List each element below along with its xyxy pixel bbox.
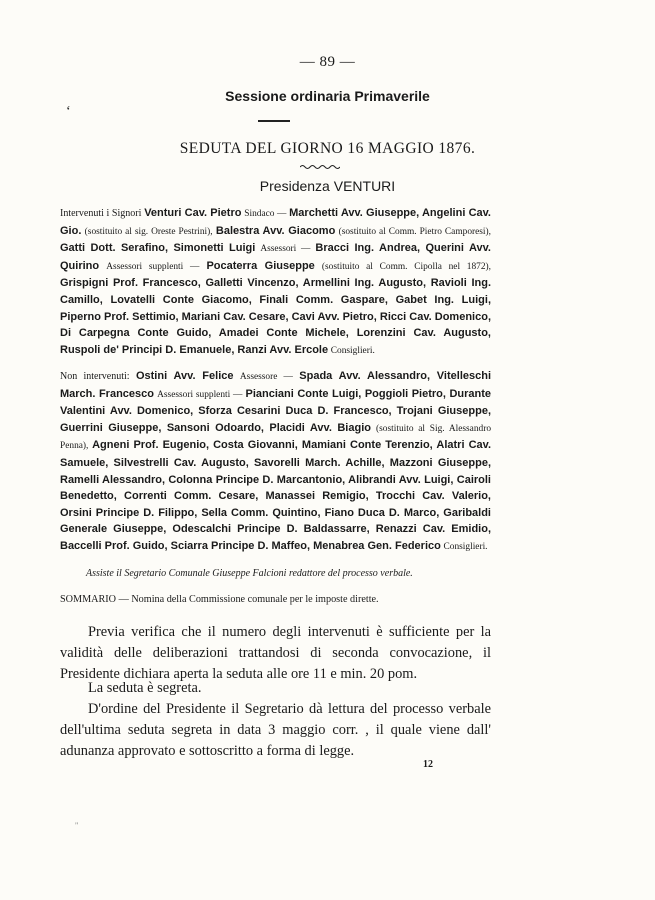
non-intervenuti-role-assessore: Assessore — [239, 372, 293, 382]
sommario-line: SOMMARIO — Nomina della Commissione comunale per le imposte dirette. [60, 594, 379, 605]
intervenuti-role-consiglieri: Consiglieri. [330, 345, 375, 356]
intervenuti-note-1: (sostituito al sig. Oreste Pestrini), [84, 226, 213, 237]
intervenuti-names-4: Bracci Ing. Andrea, Querini Avv. Quirino [60, 242, 491, 272]
presidenza-heading: Presidenza VENTURI [259, 178, 396, 194]
assiste-line: Assiste il Segretario Comunale Giuseppe Falcioni redattore del processo verbale. [86, 568, 413, 579]
intervenuti-role-supplenti: Assessori supplenti — [106, 261, 200, 272]
stray-mark: ʻ [66, 104, 71, 119]
body-paragraph-2: La seduta è segreta. [88, 680, 202, 696]
non-intervenuti-name-assessore: Ostini Avv. Felice [135, 370, 234, 382]
intervenuti-names-2: Balestra Avv. Giacomo [215, 224, 336, 237]
intervenuti-role-assessori: Assessori — [260, 244, 311, 255]
intervenuti-note-3: (sostituito al Comm. Cipolla nel 1872), [321, 261, 492, 272]
non-intervenuti-names-2: Pianciani Conte Luigi, Poggioli Pietro, Durante Valentini Avv. Domenico, Sforza Cesarini Duca D. Francesco, Trojani Giuseppe, Guerrini Giuseppe, Sansoni Odoardo, Placidi Avv. Biagio [60, 387, 492, 434]
intervenuti-name-sindaco: Venturi Cav. Pietro [144, 207, 242, 219]
intervenuti-names-3: Gatti Dott. Serafino, Simonetti Luigi [60, 242, 256, 255]
wavy-ornament [300, 164, 340, 170]
session-title: Sessione ordinaria Primaverile [225, 88, 430, 104]
page-number: — 89 — [299, 54, 356, 70]
body-paragraph-1: Previa verifica che il numero degli intervenuti è sufficiente per la validità delle deliberazioni trattandosi di seconda convocazione, il Presidente dichiara aperta la seduta alle ore 11 e min. 20 pom. [60, 624, 491, 682]
intervenuti-paragraph [60, 205, 491, 359]
intervenuti-label: Intervenuti i Signori [60, 208, 142, 219]
non-intervenuti-names-1: Spada Avv. Alessandro, Vitelleschi March. Francesco [60, 370, 492, 400]
margin-mark: " [75, 821, 79, 830]
intervenuti-names-6: Grispigni Prof. Francesco, Galletti Vincenzo, Armellini Ing. Augusto, Ravioli Ing. Camillo, Lovatelli Conte Giacomo, Finali Comm. Gaspare, Gabet Ing. Luigi, Piperno Prof. Settimio, Mariani Cav. Cesare, Cavi Avv. Pietro, Ricci Cav. Domenico, Di Carpegna Conte Guido, Amadei Conte Michele, Lorenzini Cav. Augusto, Ruspoli de' Principi D. Emanuele, Ranzi Avv. Ercole [60, 277, 491, 356]
seduta-title: SEDUTA DEL GIORNO 16 MAGGIO 1876. [179, 140, 476, 157]
intervenuti-role-sindaco: Sindaco — [244, 209, 287, 219]
non-intervenuti-names-3: Agneni Prof. Eugenio, Costa Giovanni, Mamiani Conte Terenzio, Alatri Cav. Samuele, Silvestrelli Cav. Augusto, Savorelli March. Achille, Mazzoni Giuseppe, Ramelli Alessandro, Colonna Principe D. Marcantonio, Alibrandi Avv. Luigi, Cairoli Benedetto, Correnti Comm. Cesare, Manassei Remigio, Trocchi Cav. Valerio, Orsini Principe D. Filippo, Sella Comm. Quintino, Fiano Duca D. Marco, Garibaldi Generale Giuseppe, Odescalchi Principe D. Baldassarre, Renazzi Cav. Emidio, Baccelli Prof. Guido, Sciarra Principe D. Maffeo, Menabrea Gen. Federico [60, 439, 492, 552]
body-paragraph-3: D'ordine del Presidente il Segretario dà lettura del processo verbale dell'ultima seduta segreta in data 3 maggio corr. , il quale viene dall' adunanza approvato e sottoscritto a forma di legge. [60, 701, 491, 759]
intervenuti-note-2: (sostituito al Comm. Pietro Camporesi), [338, 226, 492, 237]
signature-mark: 12 [423, 759, 433, 770]
non-intervenuti-role-consiglieri: Consiglieri. [443, 541, 488, 552]
non-intervenuti-note-1: (sostituito al Sig. Alessandro Penna), [60, 423, 492, 452]
title-rule [258, 120, 290, 122]
non-intervenuti-role-supplenti: Assessori supplenti — [157, 389, 243, 400]
non-intervenuti-label: Non intervenuti: [60, 371, 130, 382]
intervenuti-names-5: Pocaterra Giuseppe [206, 259, 315, 272]
intervenuti-names-1: Marchetti Avv. Giuseppe, Angelini Cav. Gio. [60, 207, 491, 237]
non-intervenuti-paragraph [60, 368, 491, 556]
